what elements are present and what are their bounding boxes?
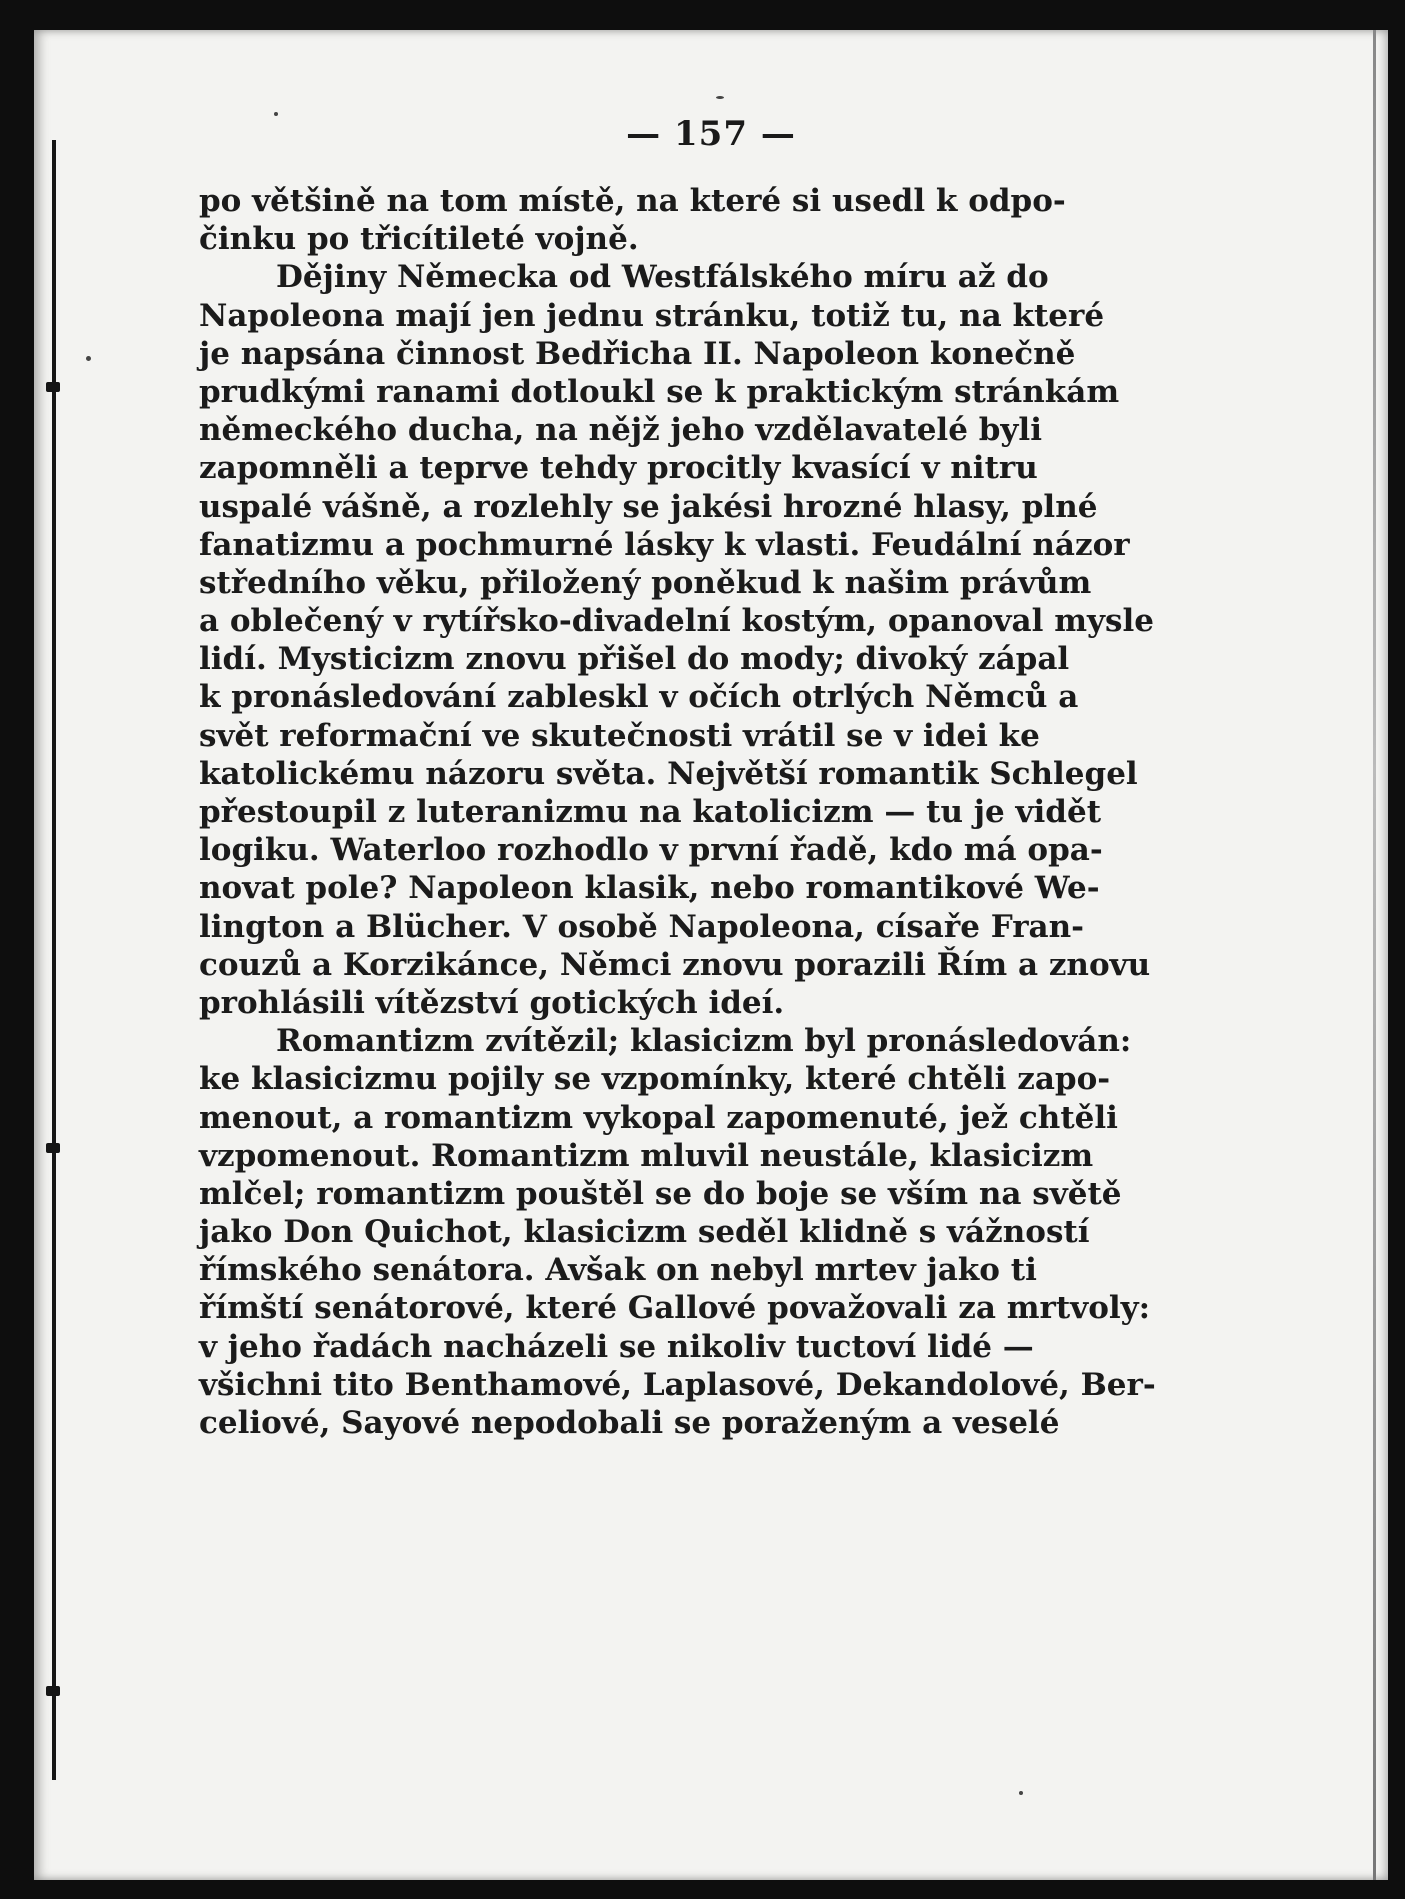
spine-mark [46, 1143, 60, 1153]
print-speck [716, 96, 724, 99]
text-line: couzů a Korzikánce, Němci znovu porazili Řím a znovu [199, 946, 1151, 983]
text-line: svět reformační ve skutečnosti vrátil se v idei ke [199, 717, 1040, 754]
text-line: vzpomenout. Romantizm mluvil neustále, klasicizm [199, 1137, 1094, 1174]
text-line: německého ducha, na nějž jeho vzdělavatelé byli [199, 412, 1042, 449]
text-line: fanatizmu a pochmurné lásky k vlasti. Feudální názor [199, 526, 1130, 563]
page-right-edge [1373, 30, 1376, 1880]
book-page [34, 30, 1388, 1880]
text-line: římští senátorové, které Gallové považovali za mrtvoly: [199, 1290, 1151, 1327]
text-line: katolickému názoru světa. Největší romantik Schlegel [199, 755, 1138, 792]
text-line: středního věku, přiložený poněkud k našim právům [199, 564, 1092, 601]
text-line: zapomněli a teprve tehdy procitly kvasící v nitru [199, 450, 1038, 487]
text-line: v jeho řadách nacházeli se nikoliv tuctoví lidé — [199, 1328, 1034, 1365]
text-line: římského senátora. Avšak on nebyl mrtev jako ti [199, 1252, 1037, 1289]
text-line: k pronásledování zablеskl v očích otrlých Němců a [199, 679, 1079, 716]
text-line: činku po třicítileté vojně. [199, 221, 639, 258]
text-line: novat pole? Napoleon klasik, nebo romantikové We- [199, 870, 1100, 907]
text-line: Napoleona mají jen jednu stránku, totiž tu, na které [199, 297, 1105, 334]
spine-mark [46, 382, 60, 392]
text-line: uspalé vášně, a rozlehly se jakési hrozné hlasy, plné [199, 488, 1098, 525]
text-line: ke klasicizmu pojily se vzpomínky, které chtěli zapo- [199, 1061, 1111, 1098]
print-speck [1019, 1791, 1023, 1795]
text-line: přestoupil z luteranizmu na katolicizm — tu je vidět [199, 794, 1102, 830]
text-line: Romantizm zvítězil; klasicizm byl pronásledován: [276, 1023, 1132, 1060]
text-line: lidí. Mysticizm znovu přišel do mody; divoký zápal [199, 641, 1070, 678]
text-line: Dějiny Německa od Westfálského míru až do [276, 259, 1049, 296]
text-line: celiové, Sayové nepodobali se poraženým a veselé [199, 1405, 1060, 1441]
body-text [199, 182, 1156, 1442]
print-speck [86, 356, 91, 361]
text-line: lington a Blücher. V osobě Napoleona, císaře Fran- [199, 908, 1085, 945]
text-line: menout, a romantizm vykopal zapomenuté, jež chtěli [199, 1099, 1118, 1136]
text-line: a oblečený v rytířsko-divadelní kostým, opanoval mysle [199, 603, 1154, 640]
text-line: prudkými ranami dotloukl se k praktickým stránkám [199, 373, 1120, 410]
spine-mark [46, 1686, 60, 1696]
text-line: logiku. Waterloo rozhodlo v první řadě, kdo má opa- [199, 832, 1103, 869]
text-line: všichni tito Benthamové, Laplasové, Dekandolové, Ber- [199, 1366, 1156, 1403]
text-line: mlčel; romantizm pouštěl se do boje se vším na světě [199, 1175, 1122, 1212]
page-number: — 157 — [626, 114, 796, 154]
text-line: je napsána činnost Bedřicha II. Napoleon konečně [199, 335, 1076, 372]
text-line: po většině na tom místě, na které si usedl k odpo- [199, 183, 1066, 219]
text-line: jako Don Quichot, klasicizm seděl klidně s vážností [199, 1214, 1090, 1251]
text-line: prohlásili vítězství gotických ideí. [199, 984, 785, 1021]
